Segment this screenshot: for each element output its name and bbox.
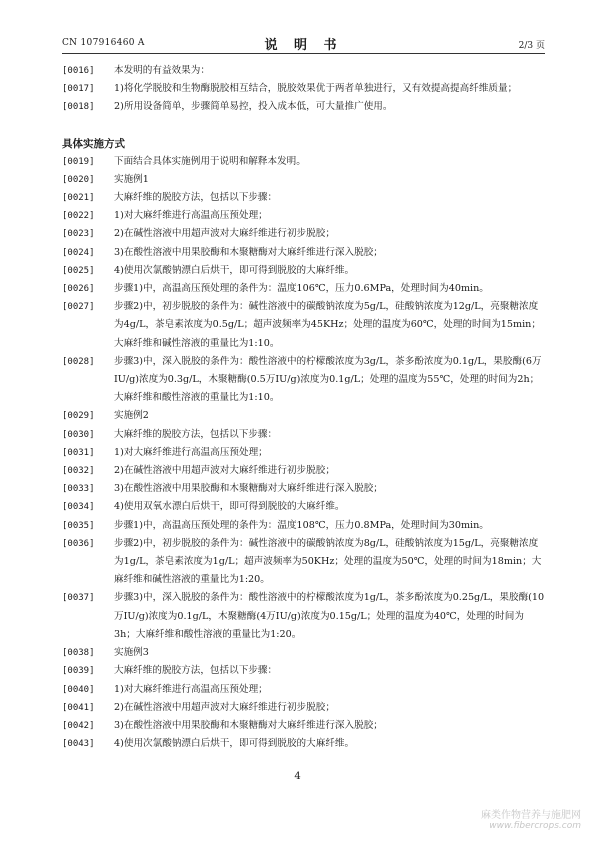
- paragraph: [62, 171, 545, 189]
- paragraph-text: 步骤3)中，深入脱胶的条件为：酸性溶液中的柠檬酸浓度为3g/L，茶多酚浓度为0.1g/L，果胶酶(6万IU/g)浓度为0.3g/L，木聚糖酶(0.5万IU/g)浓度为0.1g/L；处理的温度为55℃，处理的时间为2h；大麻纤维和酸性溶液的重量比为1:10。: [114, 355, 542, 404]
- paragraph-number: [0031]: [62, 447, 95, 458]
- document-title: 说 明 书: [264, 38, 343, 53]
- paragraph: [62, 353, 545, 408]
- paragraph-number: [0038]: [62, 648, 95, 659]
- page-header: [62, 34, 545, 54]
- page-number: 4: [294, 771, 301, 782]
- document-body: [62, 62, 545, 753]
- paragraph-text: 2)所用设备简单，步骤简单易控，投入成本低，可大量推广使用。: [114, 101, 393, 113]
- paragraph-number: [0022]: [62, 211, 95, 222]
- paragraph-number: [0036]: [62, 538, 95, 549]
- paragraph-text: 2)在碱性溶液中用超声波对大麻纤维进行初步脱胶；: [114, 228, 335, 240]
- paragraph-number: [0034]: [62, 502, 95, 513]
- paragraph-text: 步骤2)中，初步脱胶的条件为：碱性溶液中的碳酸钠浓度为5g/L，硅酸钠浓度为12g/L，亮聚糖浓度为4g/L，茶皂素浓度为0.5g/L；超声波频率为45KHz；处理的温度为60℃，处理的时间为15min；大麻纤维和碱性溶液的重量比为1:10。: [114, 301, 541, 349]
- paragraph-number: [0035]: [62, 520, 95, 531]
- paragraph-text: 1)对大麻纤维进行高温高压预处理；: [114, 210, 268, 222]
- section-heading: 具体实施方式: [62, 137, 125, 150]
- paragraph: [62, 589, 545, 644]
- paragraph-number: [0023]: [62, 229, 95, 240]
- paragraph-number: [0040]: [62, 684, 95, 695]
- paragraph-list: [62, 153, 545, 754]
- patent-number: CN 107916460 A: [62, 38, 145, 48]
- paragraph: [62, 717, 545, 735]
- paragraph-text: 步骤3)中，深入脱胶的条件为：酸性溶液中的柠檬酸浓度为1g/L，茶多酚浓度为0.25g/L，果胶酶(10万IU/g)浓度为0.1g/L，木聚糖酶(4万IU/g)浓度为0.15g/L；处理的温度为40℃，处理的时间为3h；大麻纤维和酸性溶液的重量比为1:20。: [114, 592, 545, 640]
- paragraph-text: 4)使用次氯酸钠漂白后烘干，即可得到脱胶的大麻纤维。: [114, 738, 355, 750]
- paragraph-text: 1)对大麻纤维进行高温高压预处理；: [114, 683, 268, 695]
- header-divider: [62, 53, 545, 54]
- paragraph: [62, 535, 545, 590]
- paragraph: [62, 298, 545, 353]
- watermark-text: 麻类作物营养与施肥网: [481, 810, 581, 821]
- paragraph: [62, 407, 545, 425]
- paragraph-number: [0024]: [62, 247, 95, 258]
- paragraph: [62, 280, 545, 298]
- paragraph-number: [0042]: [62, 720, 95, 731]
- paragraph: [62, 699, 545, 717]
- paragraph-text: 大麻纤维的脱胶方法，包括以下步骤：: [114, 665, 278, 677]
- paragraph-number: [0020]: [62, 174, 95, 185]
- paragraph-number: [0030]: [62, 429, 95, 440]
- paragraph-number: [0029]: [62, 411, 95, 422]
- paragraph-text: 3)在酸性溶液中用果胶酶和木聚糖酶对大麻纤维进行深入脱胶；: [114, 719, 383, 731]
- paragraph-number: [0018]: [62, 102, 95, 113]
- paragraph-text: 实施例2: [114, 410, 149, 422]
- paragraph-number: [0032]: [62, 466, 95, 477]
- paragraph: [62, 189, 545, 207]
- paragraph: [62, 517, 545, 535]
- paragraph: [62, 98, 545, 116]
- paragraph: [62, 80, 545, 98]
- paragraph-text: 大麻纤维的脱胶方法，包括以下步骤：: [114, 192, 278, 204]
- paragraph: [62, 153, 545, 171]
- paragraph-text: 实施例3: [114, 647, 149, 659]
- paragraph: [62, 244, 545, 262]
- paragraph: [62, 462, 545, 480]
- paragraph: [62, 62, 545, 80]
- paragraph-text: 实施例1: [114, 173, 149, 185]
- paragraph: [62, 262, 545, 280]
- paragraph-text: 步骤1)中，高温高压预处理的条件为：温度108℃，压力0.8MPa，处理时间为30min。: [114, 519, 489, 531]
- paragraph-number: [0033]: [62, 484, 95, 495]
- paragraph: [62, 681, 545, 699]
- watermark-url: www.fibercrops.com: [489, 821, 581, 831]
- paragraph: [62, 644, 545, 662]
- paragraph-text: 本发明的有益效果为：: [114, 65, 210, 76]
- paragraph-number: [0019]: [62, 156, 95, 167]
- paragraph-number: [0027]: [62, 302, 95, 313]
- paragraph-text: 1)对大麻纤维进行高温高压预处理；: [114, 446, 268, 458]
- paragraph-number: [0016]: [62, 66, 95, 76]
- page-indicator: 2/3 页: [518, 41, 545, 51]
- paragraph: [62, 426, 545, 444]
- paragraph-number: [0037]: [62, 593, 95, 604]
- paragraph: [62, 207, 545, 225]
- paragraph-number: [0028]: [62, 356, 95, 367]
- paragraph-text: 3)在酸性溶液中用果胶酶和木聚糖酶对大麻纤维进行深入脱胶；: [114, 483, 383, 495]
- paragraph-number: [0043]: [62, 739, 95, 750]
- paragraph-text: 4)使用次氯酸钠漂白后烘干，即可得到脱胶的大麻纤维。: [114, 264, 355, 276]
- paragraph-text: 1)将化学脱胶和生物酶脱胶相互结合，脱胶效果优于两者单独进行，又有效提高提高纤维质量；: [114, 83, 518, 95]
- paragraph: [62, 498, 545, 516]
- paragraph-text: 2)在碱性溶液中用超声波对大麻纤维进行初步脱胶；: [114, 465, 335, 477]
- paragraph-number: [0026]: [62, 284, 95, 295]
- paragraph-text: 步骤1)中，高温高压预处理的条件为：温度106℃，压力0.6MPa，处理时间为40min。: [114, 283, 489, 295]
- paragraph-number: [0041]: [62, 702, 95, 713]
- paragraph-list-top: [62, 62, 545, 117]
- paragraph-number: [0021]: [62, 193, 95, 204]
- paragraph: [62, 480, 545, 498]
- paragraph-number: [0025]: [62, 265, 95, 276]
- paragraph-text: 大麻纤维的脱胶方法，包括以下步骤：: [114, 428, 278, 440]
- paragraph-text: 4)使用双氧水漂白后烘干，即可得到脱胶的大麻纤维。: [114, 501, 345, 513]
- paragraph: [62, 444, 545, 462]
- paragraph: [62, 225, 545, 243]
- paragraph-text: 下面结合具体实施例用于说明和解释本发明。: [114, 155, 306, 167]
- paragraph-number: [0017]: [62, 84, 95, 95]
- paragraph: [62, 735, 545, 753]
- paragraph-text: 步骤2)中，初步脱胶的条件为：碱性溶液中的碳酸钠浓度为8g/L，硅酸钠浓度为15g/L，亮聚糖浓度为1g/L，茶皂素浓度为1g/L；超声波频率为50KHz；处理的温度为50℃，处理的时间为18min；大麻纤维和碱性溶液的重量比为1:20。: [114, 537, 542, 586]
- paragraph-number: [0039]: [62, 666, 95, 677]
- watermark: [481, 806, 581, 831]
- paragraph: [62, 662, 545, 680]
- paragraph-text: 2)在碱性溶液中用超声波对大麻纤维进行初步脱胶；: [114, 701, 335, 713]
- paragraph-text: 3)在酸性溶液中用果胶酶和木聚糖酶对大麻纤维进行深入脱胶；: [114, 246, 383, 258]
